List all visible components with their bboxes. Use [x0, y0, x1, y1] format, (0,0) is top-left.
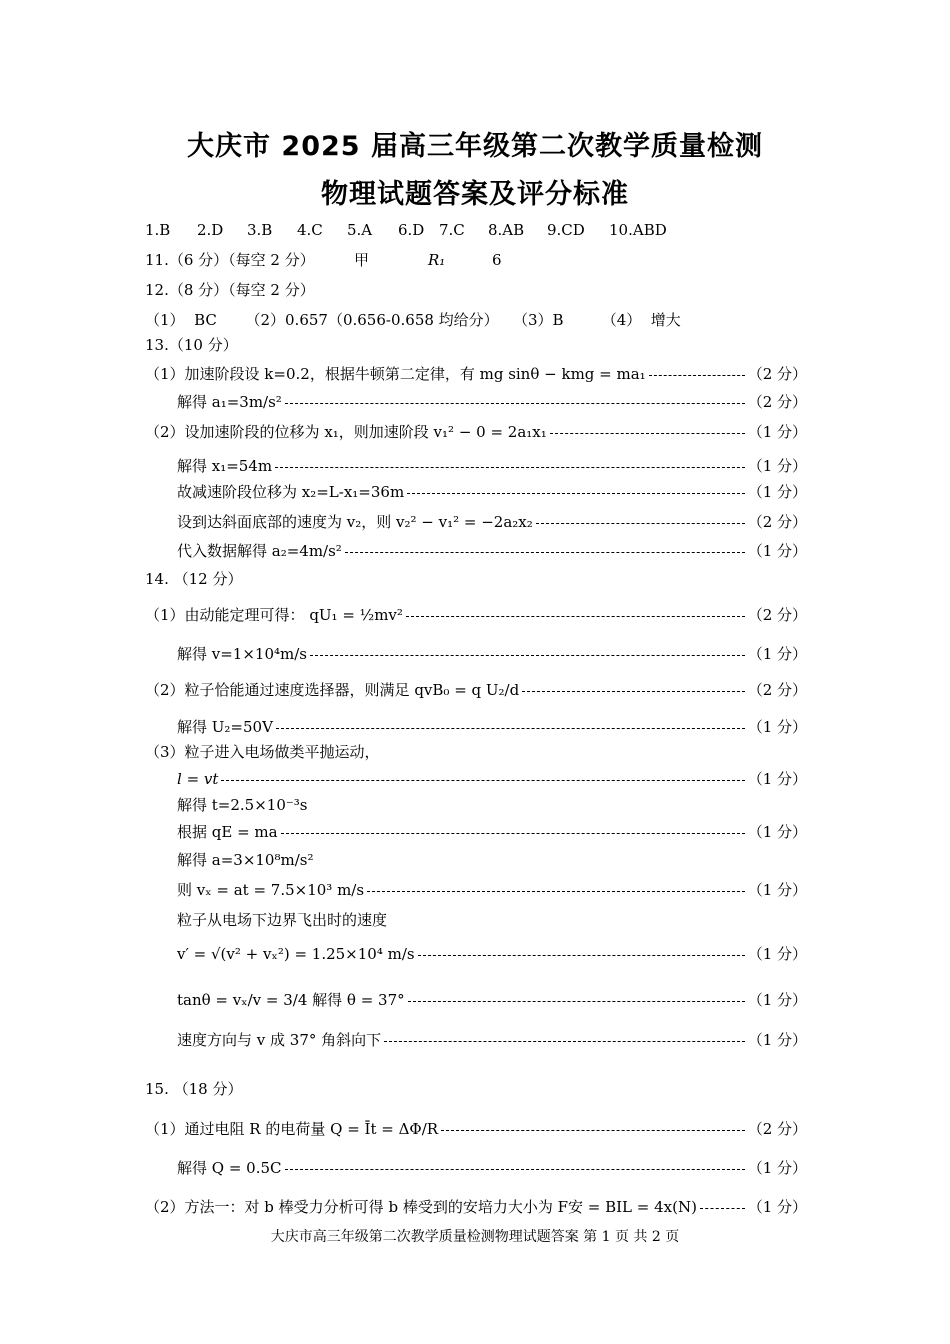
q15-line-3	[145, 1197, 807, 1217]
leader-dashes	[418, 955, 745, 956]
q14-line-1	[145, 605, 807, 625]
answer-1: 1.B	[145, 221, 171, 239]
answer-3: 3.B	[247, 221, 273, 239]
q14-line-12-points: （1 分）	[747, 945, 807, 963]
leader-dashes	[536, 523, 745, 524]
q14-line-3	[145, 680, 807, 700]
leader-dashes	[384, 1041, 745, 1042]
q13-line-6	[145, 512, 807, 532]
q14-line-11: 粒子从电场下边界飞出时的速度	[177, 911, 388, 929]
q14-line-3-text: （2）粒子恰能通过速度选择器，则满足 qvB₀ = q U₂/d	[145, 681, 520, 699]
leader-dashes	[649, 375, 745, 376]
q14-line-8	[145, 822, 807, 842]
q13-line-4-text: 解得 x₁=54m	[177, 457, 273, 475]
q14-line-9: 解得 a=3×10⁸m/s²	[177, 851, 314, 869]
leader-dashes	[441, 1130, 745, 1131]
leader-dashes	[310, 655, 745, 656]
leader-dashes	[406, 616, 745, 617]
q14-label: 14. （12 分）	[145, 570, 243, 588]
q14-line-13-points: （1 分）	[747, 991, 807, 1009]
answer-4: 4.C	[297, 221, 323, 239]
q13-line-2-text: 解得 a₁=3m/s²	[177, 393, 282, 411]
q15-line-2-text: 解得 Q = 0.5C	[177, 1159, 282, 1177]
leader-dashes	[345, 552, 745, 553]
q14-line-8-points: （1 分）	[747, 823, 807, 841]
q14-line-1-text: （1）由动能定理可得： qU₁ = ½mv²	[145, 606, 403, 624]
q14-line-12	[145, 944, 807, 964]
leader-dashes	[281, 833, 745, 834]
q15-line-1	[145, 1119, 807, 1139]
q13-line-7-text: 代入数据解得 a₂=4m/s²	[177, 542, 342, 560]
q11-answer-2: R₁	[428, 251, 446, 269]
q13-line-6-text: 设到达斜面底部的速度为 v₂，则 v₂² − v₁² = −2a₂x₂	[177, 513, 533, 531]
q13-line-2-points: （2 分）	[747, 393, 807, 411]
q15-line-3-text: （2）方法一：对 b 棒受力分析可得 b 棒受到的安培力大小为 F安 = BIL = 4x(N)	[145, 1198, 697, 1216]
q15-label: 15. （18 分）	[145, 1080, 243, 1098]
leader-dashes	[285, 403, 745, 404]
q13-line-5-text: 故减速阶段位移为 x₂=L-x₁=36m	[177, 483, 405, 501]
q13-line-3-points: （1 分）	[747, 423, 807, 441]
q13-line-7	[145, 541, 807, 561]
answer-6: 6.D	[398, 221, 425, 239]
q13-line-6-points: （2 分）	[747, 513, 807, 531]
answer-9: 9.CD	[547, 221, 585, 239]
document-title: 大庆市 2025 届高三年级第二次教学质量检测	[187, 131, 763, 162]
q14-line-4-points: （1 分）	[747, 718, 807, 736]
q13-line-1-text: （1）加速阶段设 k=0.2，根据牛顿第二定律，有 mg sinθ − kmg = ma₁	[145, 365, 646, 383]
q14-line-12-text: v′ = √(v² + vₓ²) = 1.25×10⁴ m/s	[177, 945, 415, 963]
answer-5: 5.A	[347, 221, 373, 239]
document-subtitle: 物理试题答案及评分标准	[321, 179, 629, 210]
q14-line-8-text: 根据 qE = ma	[177, 823, 278, 841]
q15-line-1-points: （2 分）	[747, 1120, 807, 1138]
q14-line-6-points: （1 分）	[747, 770, 807, 788]
q14-line-2	[145, 644, 807, 664]
page-footer: 大庆市高三年级第二次教学质量检测物理试题答案 第 1 页 共 2 页	[270, 1229, 680, 1245]
q13-line-2	[145, 392, 807, 412]
q11-answer-3: 6	[492, 251, 502, 269]
leader-dashes	[408, 1001, 745, 1002]
q14-line-10-text: 则 vₓ = at = 7.5×10³ m/s	[177, 881, 365, 899]
leader-dashes	[407, 493, 744, 494]
q14-line-6	[145, 769, 807, 789]
q14-line-10	[145, 880, 807, 900]
leader-dashes	[700, 1208, 745, 1209]
q14-line-3-points: （2 分）	[747, 681, 807, 699]
leader-dashes	[275, 467, 745, 468]
q13-label: 13.（10 分）	[145, 336, 238, 354]
leader-dashes	[221, 780, 744, 781]
leader-dashes	[367, 891, 745, 892]
q13-line-5-points: （1 分）	[747, 483, 807, 501]
answer-2: 2.D	[197, 221, 224, 239]
q13-line-1-points: （2 分）	[747, 365, 807, 383]
q13-line-3-text: （2）设加速阶段的位移为 x₁，则加速阶段 v₁² − 0 = 2a₁x₁	[145, 423, 547, 441]
q14-line-4	[145, 717, 807, 737]
q14-line-2-text: 解得 v=1×10⁴m/s	[177, 645, 307, 663]
q14-line-5: （3）粒子进入电场做类平抛运动，	[145, 743, 380, 761]
leader-dashes	[276, 728, 745, 729]
q14-line-7: 解得 t=2.5×10⁻³s	[177, 796, 308, 814]
q14-line-6-text: l = vt	[177, 770, 219, 788]
q13-line-3	[145, 422, 807, 442]
q15-line-2-points: （1 分）	[747, 1159, 807, 1177]
answer-10: 10.ABD	[609, 221, 667, 239]
leader-dashes	[550, 433, 745, 434]
q14-line-14-text: 速度方向与 v 成 37° 角斜向下	[177, 1031, 382, 1049]
q14-line-13	[145, 990, 807, 1010]
leader-dashes	[522, 691, 744, 692]
answer-8: 8.AB	[488, 221, 525, 239]
q14-line-10-points: （1 分）	[747, 881, 807, 899]
q15-line-1-text: （1）通过电阻 R 的电荷量 Q = Īt = ΔΦ/R	[145, 1120, 439, 1138]
q15-line-2	[145, 1158, 807, 1178]
q12-answers: （1） BC （2）0.657（0.656-0.658 均给分） （3）B （4） 增大	[145, 311, 681, 329]
q14-line-1-points: （2 分）	[747, 606, 807, 624]
q15-line-3-points: （1 分）	[747, 1198, 807, 1216]
choice-answers	[145, 220, 667, 240]
q12-label: 12.（8 分）（每空 2 分）	[145, 281, 315, 299]
q13-line-4	[145, 456, 807, 476]
q14-line-4-text: 解得 U₂=50V	[177, 718, 273, 736]
answer-7: 7.C	[439, 221, 465, 239]
q13-line-4-points: （1 分）	[747, 457, 807, 475]
q11-label: 11.（6 分）（每空 2 分）	[145, 251, 315, 269]
q14-line-14	[145, 1030, 807, 1050]
q13-line-1	[145, 364, 807, 384]
q13-line-5	[145, 482, 807, 502]
q14-line-14-points: （1 分）	[747, 1031, 807, 1049]
q11-answer-1: 甲	[354, 251, 370, 269]
q14-line-13-text: tanθ = vₓ/v = 3/4 解得 θ = 37°	[177, 991, 405, 1009]
q14-line-2-points: （1 分）	[747, 645, 807, 663]
q13-line-7-points: （1 分）	[747, 542, 807, 560]
leader-dashes	[285, 1169, 745, 1170]
